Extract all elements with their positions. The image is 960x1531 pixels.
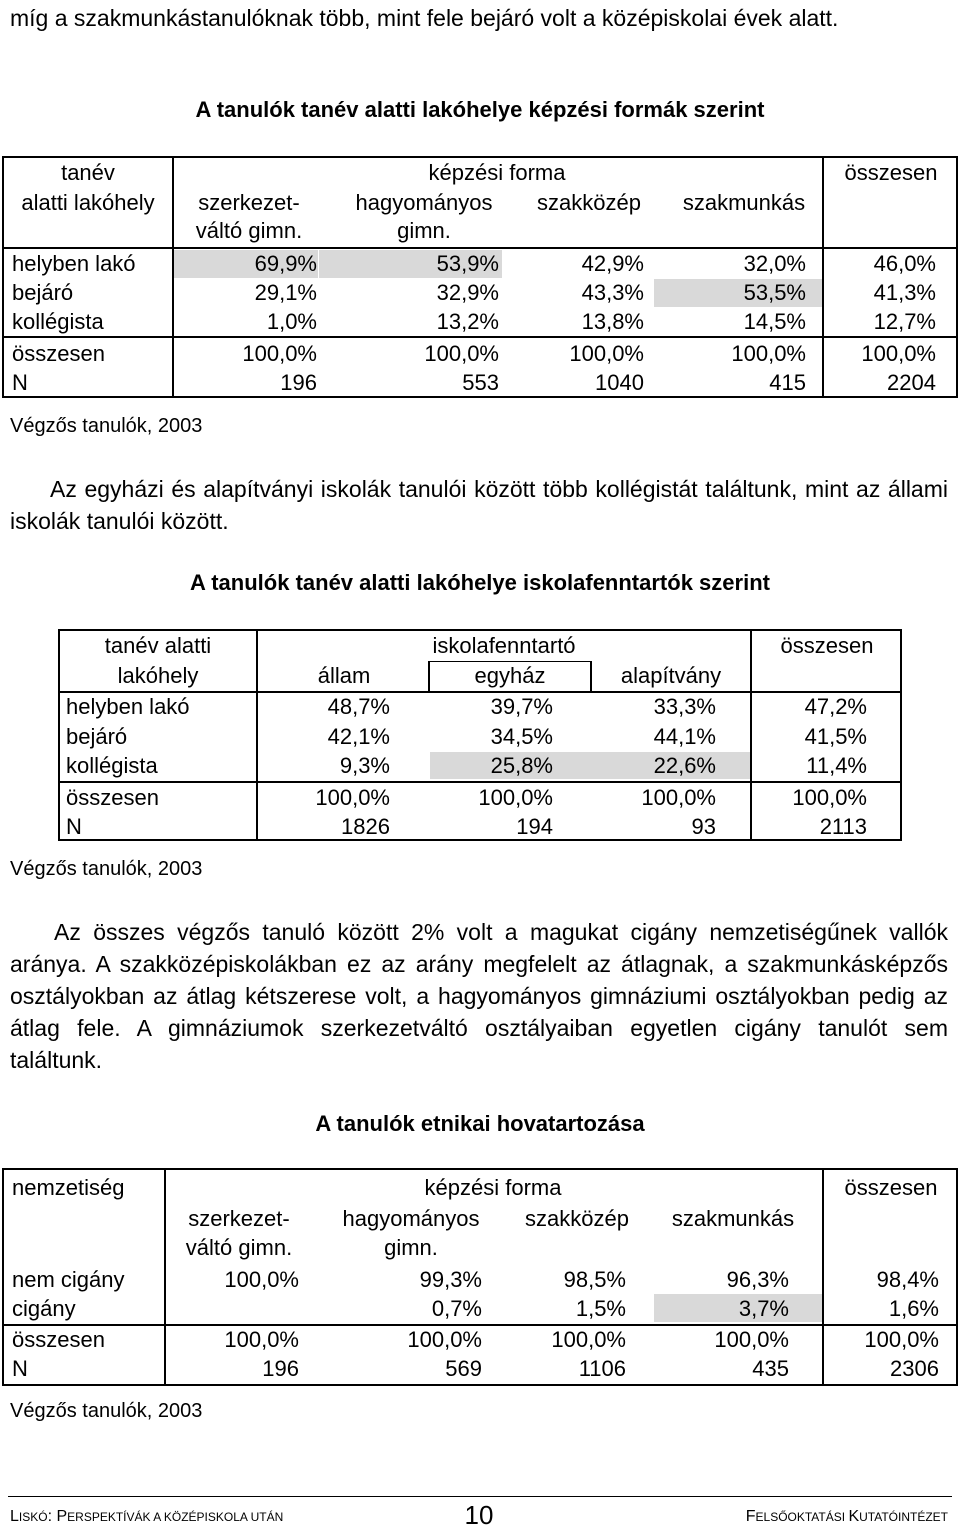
intro-paragraph: míg a szakmunkástanulóknak több, mint fele bejáró volt a középiskolai évek alatt. (10, 5, 839, 31)
cell: 100,0% (551, 1327, 626, 1352)
table1-title: A tanulók tanév alatti lakóhelye képzési formák szerint (195, 97, 765, 122)
cell: 1040 (595, 370, 644, 395)
cell: 53,9% (436, 251, 499, 276)
cell: 98,4% (876, 1267, 939, 1292)
cell: 100,0% (792, 785, 867, 810)
cell: 93 (691, 814, 716, 839)
cell: 96,3% (726, 1267, 789, 1292)
cell: 44,1% (653, 724, 716, 749)
table2-hline (428, 661, 591, 662)
cell: 196 (280, 370, 317, 395)
footer-left-text: ISKÓ (18, 1510, 48, 1524)
table2-rowheader-2: lakóhely (117, 663, 199, 688)
footer-rule (8, 1496, 952, 1497)
paragraph-2: Az egyházi és alapítványi iskolák tanulói között több kollégistát találtunk, mint az állami iskolák tanulói között. (10, 476, 948, 534)
cell: 100,0% (641, 785, 716, 810)
cell: 41,5% (804, 724, 867, 749)
cell: 53,5% (743, 280, 806, 305)
row-label: N (12, 370, 28, 395)
table2-total-header: összesen (780, 633, 874, 658)
table3-col-header: váltó gimn. (185, 1235, 293, 1260)
cell: 69,9% (254, 251, 317, 276)
cell: 47,2% (804, 694, 867, 719)
cell: 2306 (890, 1356, 939, 1381)
cell: 25,8% (490, 753, 553, 778)
cell: 1826 (341, 814, 390, 839)
row-label: bejáró (66, 724, 128, 749)
table1-total-header: összesen (844, 160, 938, 185)
cell: 14,5% (743, 309, 806, 334)
row-label: összesen (66, 785, 159, 810)
table2-group-header: iskolafenntartó (432, 633, 576, 658)
cell: 98,5% (563, 1267, 626, 1292)
table3-vline (164, 1170, 166, 1384)
table2-hline (60, 781, 900, 783)
table2-col-header: alapítvány (620, 663, 722, 688)
cell: 32,9% (436, 280, 499, 305)
cell: 194 (516, 814, 553, 839)
cell: 12,7% (873, 309, 936, 334)
table3-total-header: összesen (844, 1175, 938, 1200)
row-label: N (66, 814, 82, 839)
cell: 435 (752, 1356, 789, 1381)
cell: 29,1% (254, 280, 317, 305)
row-label: helyben lakó (12, 251, 136, 276)
cell: 39,7% (490, 694, 553, 719)
cell: 9,3% (339, 753, 390, 778)
table3-col-header: gimn. (384, 1235, 438, 1260)
footer-left-text: ERSPEKTÍVÁK A KÖZÉPISKOLA UTÁN (67, 1510, 284, 1524)
row-label: kollégista (12, 309, 104, 334)
table3-hline (4, 1324, 956, 1326)
paragraph-3: Az összes végzős tanuló között 2% volt a magukat cigány nemzetiségűnek vallók aránya. A szakközépiskolákban ez az arány megfelelt az átlagnak, a szakmunkásképzős osztályokban az átlag kétszerese volt, a hagyományos gimnáziumi osztályokban pedig az átlag fele. A gimnáziumok szerkezetváltó osztályaiban egyetlen cigány tanulót sem találtunk. (10, 919, 948, 1073)
row-label: cigány (12, 1296, 76, 1321)
cell: 11,4% (806, 753, 867, 778)
cell: 196 (262, 1356, 299, 1381)
footer-left-cap: L (10, 1508, 19, 1525)
cell: 2204 (887, 370, 936, 395)
cell: 100,0% (731, 341, 806, 366)
cell: 1,5% (575, 1296, 626, 1321)
table1 (2, 156, 958, 398)
table1-rowheader-2: alatti lakóhely (21, 190, 155, 215)
table1-source: Végzős tanulók, 2003 (10, 415, 203, 437)
table3-col-header: hagyományos (342, 1206, 480, 1231)
cell: 100,0% (224, 1267, 299, 1292)
table1-col-header: váltó gimn. (195, 218, 303, 243)
cell: 100,0% (424, 341, 499, 366)
table2-col-header: állam (317, 663, 371, 688)
table1-col-header: gimn. (397, 218, 451, 243)
footer-right (746, 1508, 948, 1526)
cell: 100,0% (315, 785, 390, 810)
table2-hline (60, 691, 900, 693)
table3 (2, 1168, 958, 1386)
cell: 41,3% (873, 280, 936, 305)
table1-col-header: szakmunkás (682, 190, 806, 215)
cell: 42,1% (327, 724, 390, 749)
row-label: összesen (12, 1327, 105, 1352)
cell: 2113 (819, 814, 867, 839)
cell: 569 (445, 1356, 482, 1381)
cell: 48,7% (327, 694, 390, 719)
table3-col-header: szakközép (525, 1206, 629, 1231)
cell: 100,0% (569, 341, 644, 366)
cell: 0,7% (431, 1296, 482, 1321)
table3-source: Végzős tanulók, 2003 (10, 1400, 203, 1422)
row-label: összesen (12, 341, 105, 366)
cell: 3,7% (738, 1296, 789, 1321)
cell: 100,0% (864, 1327, 939, 1352)
row-label: bejáró (12, 280, 74, 305)
table1-hline (4, 247, 956, 249)
row-label: N (12, 1356, 28, 1381)
cell: 99,3% (419, 1267, 482, 1292)
cell: 1106 (578, 1356, 626, 1381)
table2-source: Végzős tanulók, 2003 (10, 858, 203, 880)
cell: 415 (769, 370, 806, 395)
cell: 100,0% (478, 785, 553, 810)
table2-vline (256, 631, 258, 839)
cell: 1,6% (888, 1296, 939, 1321)
table3-col-header: szerkezet- (188, 1206, 290, 1231)
table1-rowheader-1: tanév (61, 160, 115, 185)
cell: 13,2% (436, 309, 499, 334)
cell: 100,0% (224, 1327, 299, 1352)
cell: 1,0% (266, 309, 317, 334)
table3-rowheader: nemzetiség (12, 1175, 125, 1200)
cell: 43,3% (581, 280, 644, 305)
cell: 46,0% (873, 251, 936, 276)
page-number: 10 (464, 1500, 494, 1530)
cell: 553 (462, 370, 499, 395)
table1-col-header: szakközép (537, 190, 641, 215)
table1-col-header: szerkezet- (198, 190, 300, 215)
cell: 42,9% (581, 251, 644, 276)
cell: 100,0% (861, 341, 936, 366)
footer-right-cap: F (745, 1508, 756, 1525)
row-label: nem cigány (12, 1267, 125, 1292)
table1-hline (4, 336, 956, 338)
footer-left-cap: : P (47, 1508, 68, 1525)
footer-left (10, 1508, 283, 1526)
table3-title: A tanulók etnikai hovatartozása (315, 1111, 645, 1136)
table3-group-header: képzési forma (424, 1175, 562, 1200)
cell: 13,8% (581, 309, 644, 334)
cell: 100,0% (714, 1327, 789, 1352)
cell: 33,3% (653, 694, 716, 719)
cell: 22,6% (653, 753, 716, 778)
cell: 100,0% (242, 341, 317, 366)
table2-rowheader-1: tanév alatti (104, 633, 212, 658)
footer-right-text: UTATÓINTÉZET (859, 1510, 948, 1524)
table1-col-header: hagyományos (355, 190, 493, 215)
cell: 32,0% (743, 251, 806, 276)
cell: 34,5% (490, 724, 553, 749)
table2-title: A tanulók tanév alatti lakóhelye iskolafenntartók szerint (190, 570, 770, 595)
table1-group-header: képzési forma (428, 160, 566, 185)
footer-right-cap: K (848, 1508, 860, 1525)
table2-col-header: egyház (474, 663, 546, 688)
row-label: helyben lakó (66, 694, 190, 719)
table2 (58, 629, 902, 841)
table3-col-header: szakmunkás (671, 1206, 795, 1231)
cell: 100,0% (407, 1327, 482, 1352)
footer-right-text: ELSŐOKTATÁSI (755, 1510, 849, 1524)
row-label: kollégista (66, 753, 158, 778)
